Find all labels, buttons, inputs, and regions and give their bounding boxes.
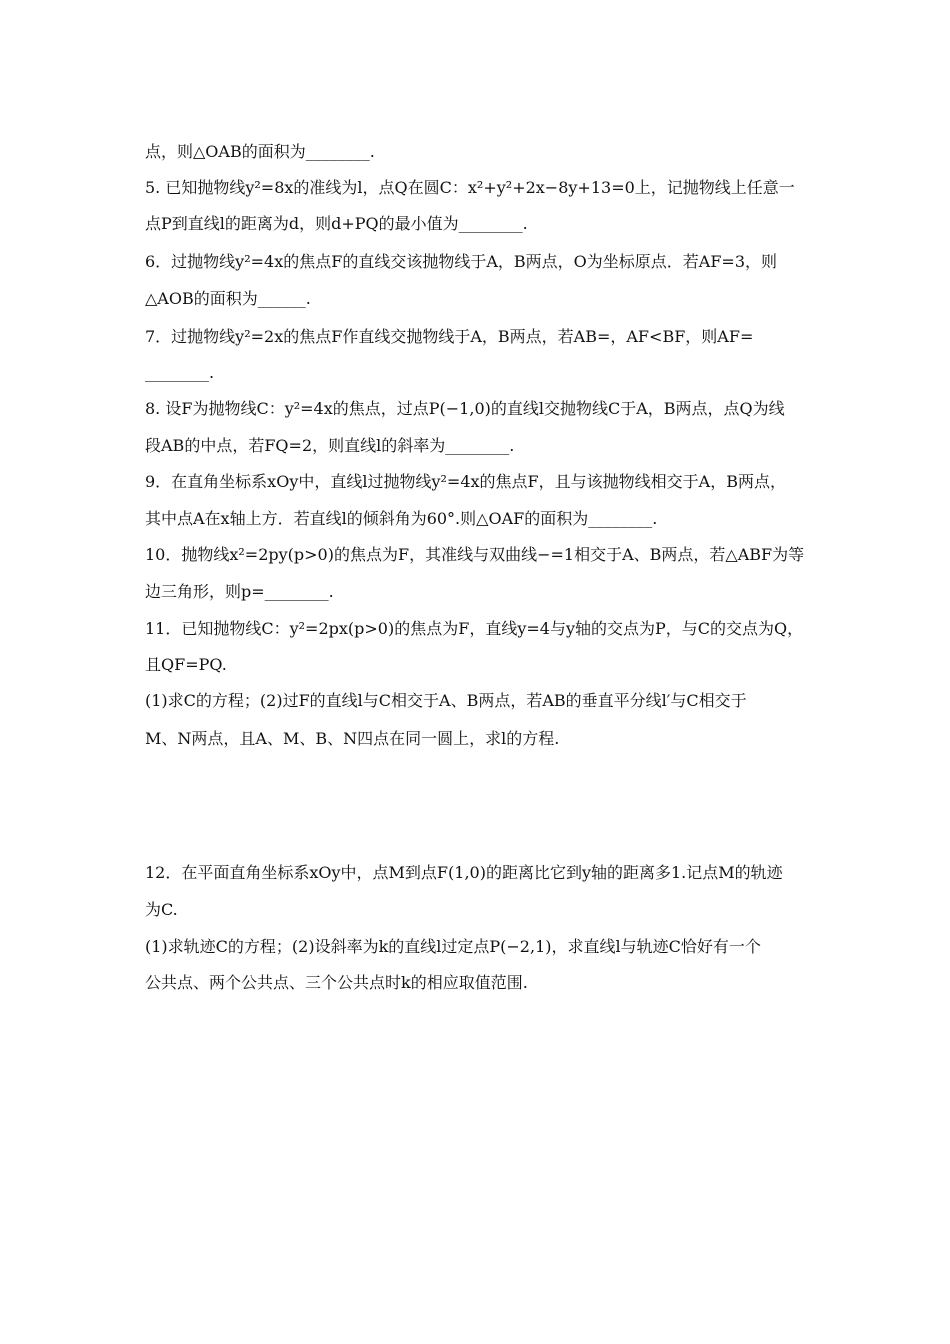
- text-line: 且QF=PQ.: [145, 655, 227, 674]
- text-line: 8. 设F为抛物线C：y²=4x的焦点，过点P(−1,0)的直线l交抛物线C于A，B两点，点Q为线: [145, 399, 785, 418]
- text-line: 9．在直角坐标系xOy中，直线l过抛物线y²=4x的焦点F，且与该抛物线相交于A，B两点，: [145, 472, 786, 491]
- text-line: (1)求C的方程；(2)过F的直线l与C相交于A、B两点，若AB的垂直平分线l′与C相交于: [145, 691, 747, 710]
- text-line: M、N两点，且A、M、B、N四点在同一圆上，求l的方程.: [145, 729, 560, 748]
- text-line: 为C.: [145, 900, 178, 919]
- text-line: 公共点、两个公共点、三个公共点时k的相应取值范围.: [145, 973, 528, 992]
- text-line: 其中点A在x轴上方．若直线l的倾斜角为60°.则△OAF的面积为________.: [145, 509, 658, 528]
- text-line: △AOB的面积为______.: [145, 289, 311, 308]
- text-line: 11．已知抛物线C：y²=2px(p>0)的焦点为F，直线y=4与y轴的交点为P，与C的交点为Q，: [145, 619, 804, 638]
- text-line: (1)求轨迹C的方程；(2)设斜率为k的直线l过定点P(−2,1)，求直线l与轨迹C恰好有一个: [145, 937, 761, 956]
- text-line: 段AB的中点，若FQ=2，则直线l的斜率为________.: [145, 436, 515, 455]
- text-line: 点P到直线l的距离为d，则d+PQ的最小值为________.: [145, 214, 528, 233]
- text-line: 6．过抛物线y²=4x的焦点F的直线交该抛物线于A，B两点，O为坐标原点．若AF=3，则: [145, 252, 778, 271]
- text-line: 边三角形，则p=________.: [145, 582, 334, 601]
- text-line: 点，则△OAB的面积为________.: [145, 142, 375, 161]
- text-line: 5. 已知抛物线y²=8x的准线为l，点Q在圆C：x²+y²+2x−8y+13=0上，记抛物线上任意一: [145, 178, 795, 197]
- text-line: 12．在平面直角坐标系xOy中，点M到点F(1,0)的距离比它到y轴的距离多1.记点M的轨迹: [145, 863, 783, 882]
- text-line: 10．抛物线x²=2py(p>0)的焦点为F，其准线与双曲线−=1相交于A、B两点，若△ABF为等: [145, 545, 805, 564]
- text-line: 7．过抛物线y²=2x的焦点F作直线交抛物线于A，B两点，若AB=，AF<BF，则AF=: [145, 327, 754, 346]
- text-line: ________.: [145, 363, 215, 382]
